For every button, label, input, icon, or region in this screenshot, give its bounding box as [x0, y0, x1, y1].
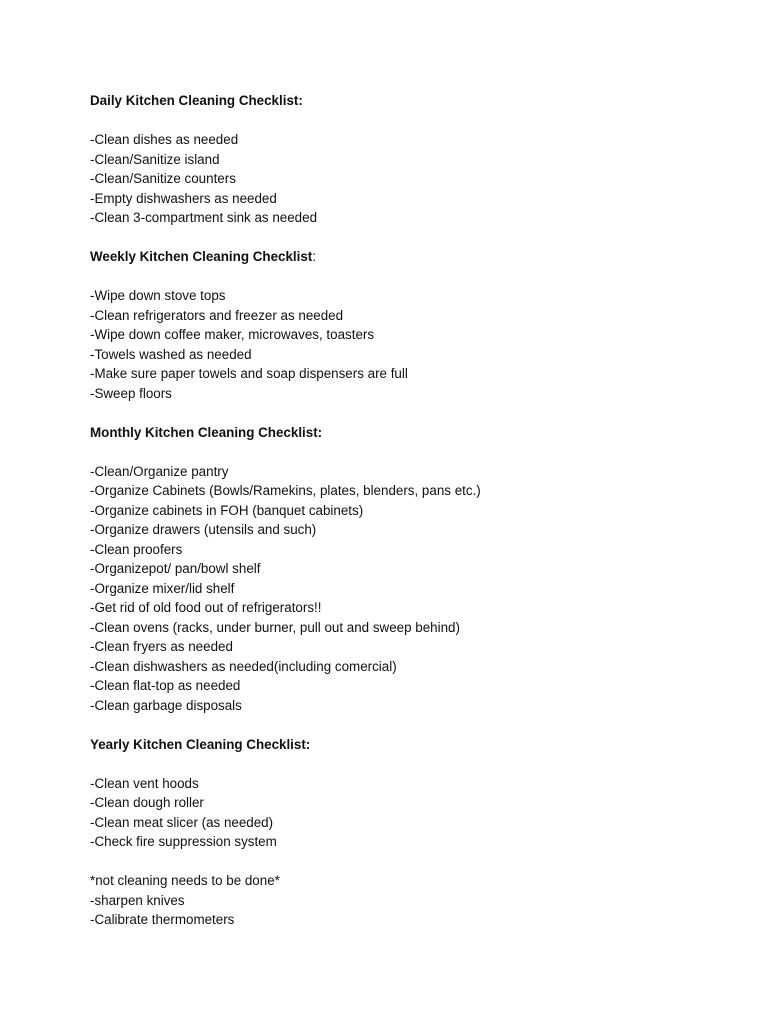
daily-item: -Clean/Sanitize island	[90, 151, 220, 167]
yearly-extra-item: -Calibrate thermometers	[90, 912, 235, 927]
yearly-checklist-heading: Yearly Kitchen Cleaning Checklist:	[90, 736, 311, 752]
weekly-heading-text: Weekly Kitchen Cleaning Checklist	[90, 249, 313, 264]
monthly-item: -Clean proofers	[90, 541, 183, 557]
yearly-item: -Clean dough roller	[90, 795, 204, 810]
monthly-checklist-heading: Monthly Kitchen Cleaning Checklist:	[90, 424, 323, 440]
weekly-heading-colon: :	[312, 249, 316, 264]
spacer	[90, 715, 730, 735]
yearly-item: -Check fire suppression system	[90, 834, 277, 849]
weekly-checklist-heading	[90, 247, 730, 267]
spacer	[90, 267, 730, 287]
spacer	[90, 403, 730, 423]
weekly-item: -Wipe down coffee maker, microwaves, toasters	[90, 327, 375, 342]
spacer	[90, 852, 730, 872]
monthly-item: -Clean fryers as needed	[90, 639, 233, 654]
daily-item: -Clean 3-compartment sink as needed	[90, 210, 318, 225]
monthly-item: -Organize Cabinets (Bowls/Ramekins, plates, blenders, pans etc.)	[90, 483, 481, 498]
daily-item: -Clean dishes as needed	[90, 132, 239, 147]
yearly-note: *not cleaning needs to be done*	[90, 873, 280, 888]
weekly-item: -Towels washed as needed	[90, 346, 252, 362]
monthly-item: -Clean ovens (racks, under burner, pull out and sweep behind)	[90, 619, 460, 635]
monthly-item: -Clean/Organize pantry	[90, 463, 229, 479]
spacer	[90, 111, 730, 131]
monthly-item: -Organize drawers (utensils and such)	[90, 522, 317, 537]
weekly-item: -Sweep floors	[90, 385, 172, 401]
spacer	[90, 228, 730, 248]
monthly-item: -Organize mixer/lid shelf	[90, 580, 235, 596]
weekly-item: -Make sure paper towels and soap dispensers are full	[90, 366, 408, 381]
weekly-item: -Clean refrigerators and freezer as needed	[90, 307, 344, 323]
monthly-item: -Organizepot/ pan/bowl shelf	[90, 561, 261, 576]
monthly-item: -Clean garbage disposals	[90, 697, 242, 713]
yearly-item: -Clean vent hoods	[90, 775, 199, 791]
monthly-item: -Organize cabinets in FOH (banquet cabinets)	[90, 502, 364, 518]
daily-item: -Clean/Sanitize counters	[90, 171, 236, 186]
yearly-extra-item: -sharpen knives	[90, 892, 185, 908]
monthly-item: -Get rid of old food out of refrigerators!!	[90, 600, 322, 615]
spacer	[90, 754, 730, 774]
monthly-item: -Clean flat-top as needed	[90, 678, 241, 693]
spacer	[90, 442, 730, 462]
monthly-item: -Clean dishwashers as needed(including comercial)	[90, 658, 397, 674]
document-page	[90, 91, 730, 930]
daily-item: -Empty dishwashers as needed	[90, 190, 277, 206]
yearly-item: -Clean meat slicer (as needed)	[90, 814, 274, 830]
daily-checklist-heading: Daily Kitchen Cleaning Checklist:	[90, 93, 303, 108]
weekly-item: -Wipe down stove tops	[90, 288, 226, 303]
